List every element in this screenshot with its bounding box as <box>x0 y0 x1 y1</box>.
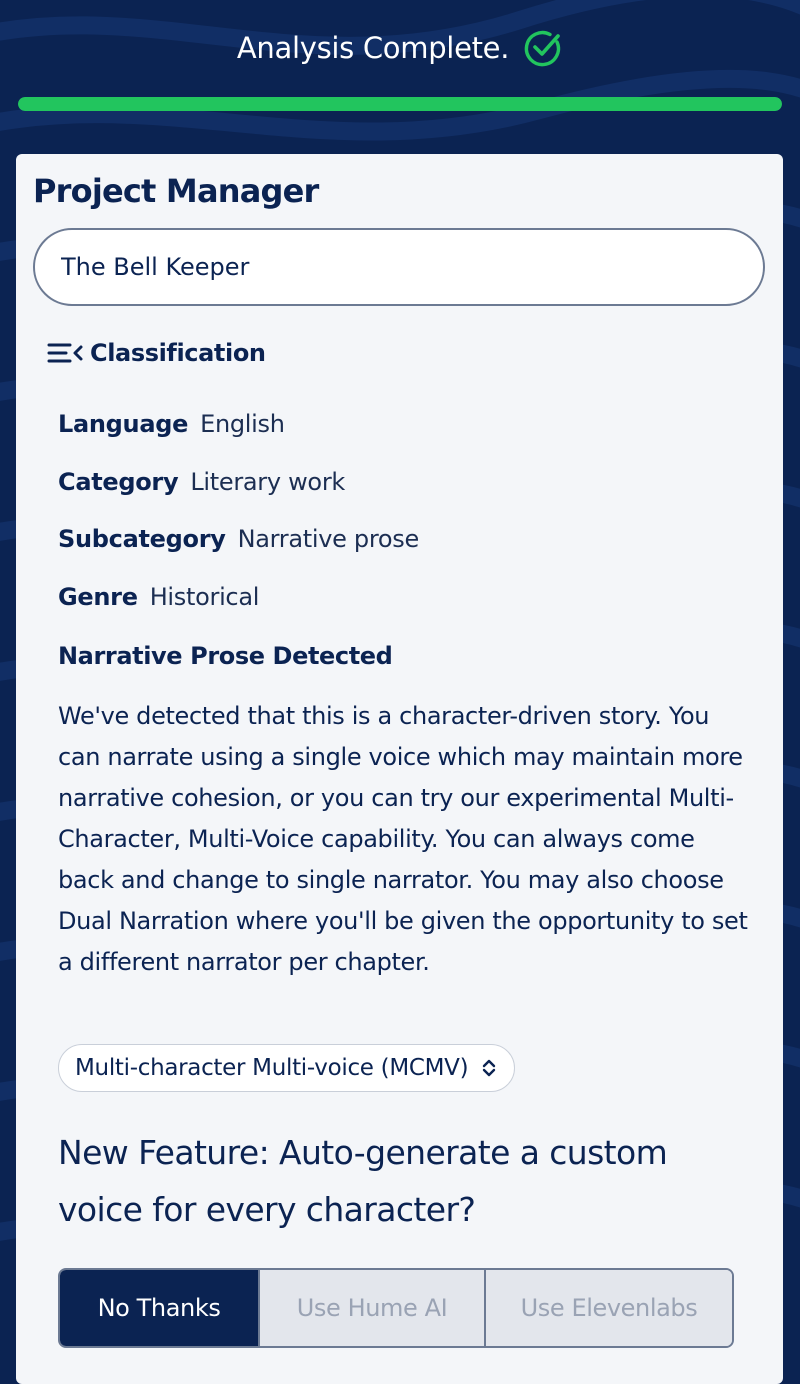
language-value: English <box>200 410 285 438</box>
analysis-progress-bar <box>18 97 782 111</box>
classification-row-language <box>58 410 285 438</box>
genre-value: Historical <box>149 583 260 611</box>
classification-row-genre <box>58 583 259 611</box>
subcategory-value: Narrative prose <box>237 525 419 553</box>
use-elevenlabs-button[interactable]: Use Elevenlabs <box>484 1270 732 1346</box>
analysis-header <box>0 0 800 150</box>
analysis-status-text: Analysis Complete. <box>236 31 510 65</box>
analysis-status <box>0 28 800 68</box>
check-circle-icon <box>523 28 563 68</box>
classification-toggle[interactable] <box>46 338 266 368</box>
narration-mode-value: Multi-character Multi-voice (MCMV) <box>75 1055 469 1081</box>
narrative-detected-description: We've detected that this is a character-driven story. You can narrate using a single voice which may maintain more narrative cohesion, or you can try our experimental Multi-Character, Multi-Voice capability. You can always come back and change to single narrator. You may also choose Dual Narration where you'll be given the opportunity to set a different narrator per chapter. <box>58 702 748 976</box>
classification-heading: Classification <box>90 339 266 367</box>
page-title: Project Manager <box>33 172 319 210</box>
classification-row-subcategory <box>58 525 419 553</box>
narration-mode-select[interactable] <box>58 1044 515 1092</box>
subcategory-label: Subcategory <box>58 525 226 553</box>
chevron-up-down-icon <box>478 1057 500 1079</box>
project-name-input[interactable] <box>33 228 765 306</box>
use-hume-ai-button[interactable]: Use Hume AI <box>258 1270 484 1346</box>
category-value: Literary work <box>190 468 345 496</box>
voice-generation-options <box>58 1268 734 1348</box>
genre-label: Genre <box>58 583 138 611</box>
new-feature-title: New Feature: Auto-generate a custom voice for every character? <box>58 1133 668 1229</box>
menu-collapse-icon <box>46 338 84 368</box>
project-manager-card <box>16 154 783 1384</box>
classification-row-category <box>58 468 345 496</box>
analysis-progress-fill <box>18 97 782 111</box>
no-thanks-button[interactable]: No Thanks <box>60 1270 258 1346</box>
category-label: Category <box>58 468 179 496</box>
narrative-detected-title: Narrative Prose Detected <box>58 642 393 670</box>
language-label: Language <box>58 410 189 438</box>
